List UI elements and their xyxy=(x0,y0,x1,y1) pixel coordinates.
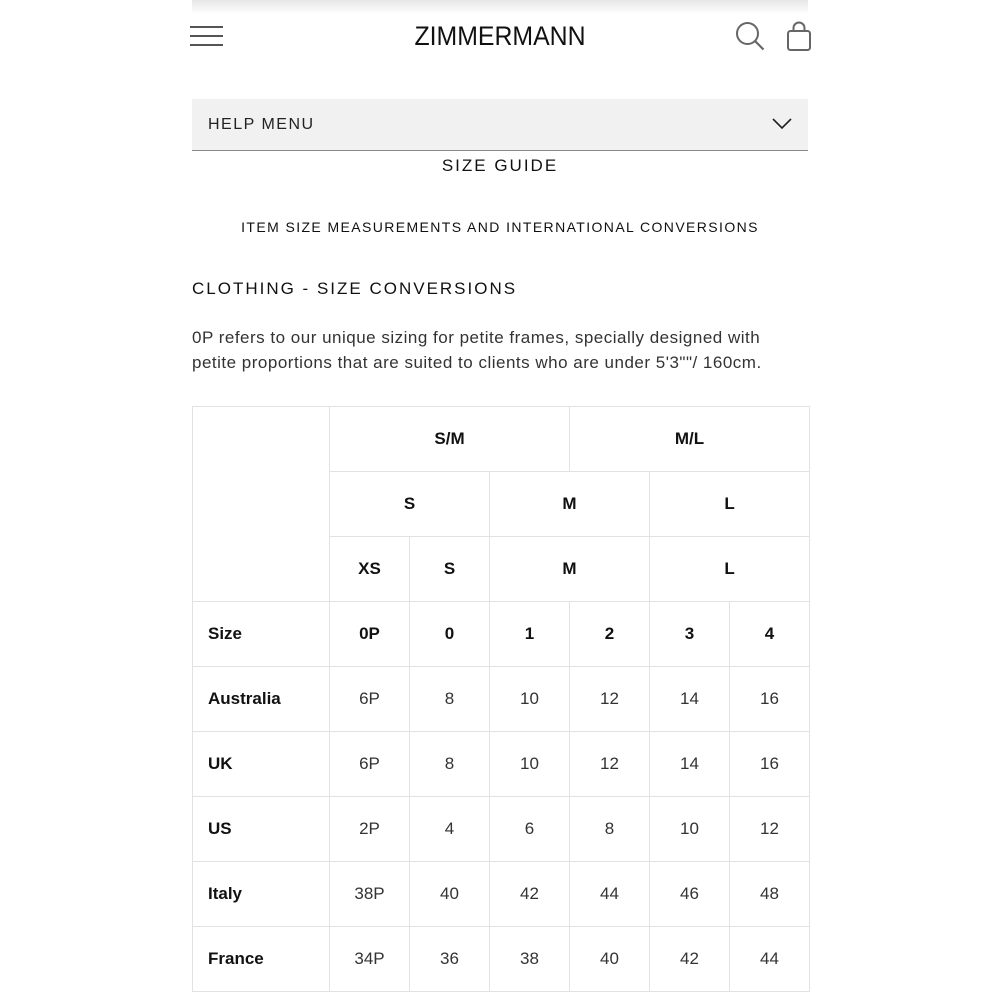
table-cell: 1 xyxy=(490,602,570,667)
table-header-cell: M/L xyxy=(570,407,810,472)
shopping-bag-icon[interactable] xyxy=(785,20,813,52)
table-cell: 42 xyxy=(650,927,730,992)
table-cell: 40 xyxy=(410,862,490,927)
table-cell: 8 xyxy=(410,667,490,732)
table-header-cell: S xyxy=(410,537,490,602)
page-subtitle: ITEM SIZE MEASUREMENTS AND INTERNATIONAL CONVERSIONS xyxy=(241,219,759,235)
help-menu-dropdown[interactable] xyxy=(192,99,808,151)
table-cell: 44 xyxy=(570,862,650,927)
intro-text: 0P refers to our unique sizing for petite frames, specially designed with petite proportions that are suited to clients who are under 5'3""/ 160cm. xyxy=(192,328,762,372)
table-cell: 46 xyxy=(650,862,730,927)
table-cell: 12 xyxy=(570,667,650,732)
table-corner-cell xyxy=(193,407,330,602)
row-label: UK xyxy=(193,732,330,797)
table-cell: 36 xyxy=(410,927,490,992)
table-cell: 12 xyxy=(730,797,810,862)
table-cell: 42 xyxy=(490,862,570,927)
table-header-cell: M xyxy=(490,537,650,602)
table-cell: 10 xyxy=(490,667,570,732)
table-cell: 2P xyxy=(330,797,410,862)
table-cell: 6P xyxy=(330,667,410,732)
table-cell: 40 xyxy=(570,927,650,992)
row-label: France xyxy=(193,927,330,992)
table-cell: 12 xyxy=(570,732,650,797)
table-cell: 10 xyxy=(490,732,570,797)
table-row xyxy=(193,407,810,472)
brand-logo[interactable]: ZIMMERMANN xyxy=(414,21,586,51)
row-label: US xyxy=(193,797,330,862)
table-header-cell: L xyxy=(650,537,810,602)
table-header-cell: S xyxy=(330,472,490,537)
table-header-cell: L xyxy=(650,472,810,537)
table-cell: 48 xyxy=(730,862,810,927)
table-cell: 4 xyxy=(410,797,490,862)
table-cell: 16 xyxy=(730,732,810,797)
table-row xyxy=(193,667,810,732)
table-cell: 2 xyxy=(570,602,650,667)
table-cell: 44 xyxy=(730,927,810,992)
table-header-cell: XS xyxy=(330,537,410,602)
search-icon[interactable] xyxy=(735,21,765,51)
row-label: Australia xyxy=(193,667,330,732)
table-cell: 34P xyxy=(330,927,410,992)
table-cell: 3 xyxy=(650,602,730,667)
table-cell: 6P xyxy=(330,732,410,797)
table-cell: 38 xyxy=(490,927,570,992)
table-cell: 10 xyxy=(650,797,730,862)
size-conversion-table xyxy=(192,406,810,992)
section-heading: CLOTHING - SIZE CONVERSIONS xyxy=(192,279,518,298)
row-label: Size xyxy=(193,602,330,667)
table-cell: 4 xyxy=(730,602,810,667)
table-cell: 14 xyxy=(650,732,730,797)
table-cell: 8 xyxy=(570,797,650,862)
row-label: Italy xyxy=(193,862,330,927)
table-cell: 6 xyxy=(490,797,570,862)
table-cell: 0 xyxy=(410,602,490,667)
table-row xyxy=(193,862,810,927)
page-title: SIZE GUIDE xyxy=(441,156,559,175)
table-header-cell: M xyxy=(490,472,650,537)
table-cell: 16 xyxy=(730,667,810,732)
chevron-down-icon xyxy=(772,117,792,131)
table-cell: 38P xyxy=(330,862,410,927)
table-header-cell: S/M xyxy=(330,407,570,472)
table-cell: 0P xyxy=(330,602,410,667)
table-row xyxy=(193,797,810,862)
table-cell: 8 xyxy=(410,732,490,797)
site-header xyxy=(0,0,1000,72)
help-menu-label: HELP MENU xyxy=(208,116,315,133)
table-row xyxy=(193,732,810,797)
table-cell: 14 xyxy=(650,667,730,732)
table-row xyxy=(193,927,810,992)
table-row xyxy=(193,602,810,667)
